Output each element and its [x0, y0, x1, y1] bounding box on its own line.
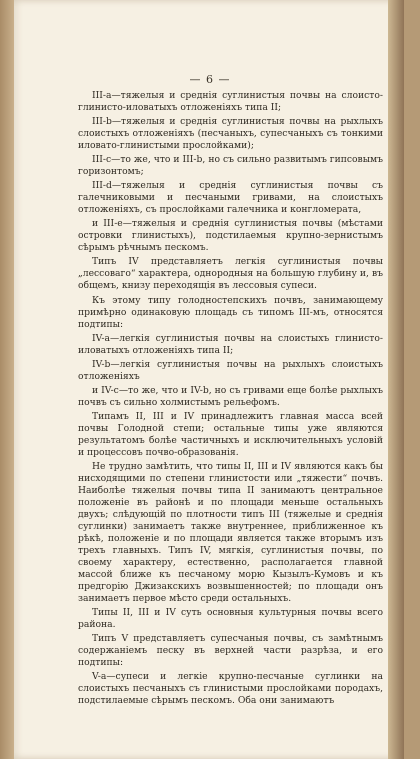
paragraph-iii-e: и III-e—тяжелыя и среднія суглинистыя почвы (мѣстами островки глинистыхъ), подстилаемыя крупно-зернистымъ сѣрымъ рѣчнымъ пескомъ. — [78, 218, 383, 254]
paragraph-main-types: Типамъ II, III и IV принадлежитъ главная масса всей почвы Голодной степи; остальные типы уже являются результатомъ болѣе частичныхъ и исключительныхъ условій и процессовъ почво-образованія. — [78, 410, 383, 458]
paragraph-iv-c: и IV-c—то же, что и IV-b, но съ гривами еще болѣе рыхлыхъ почвъ съ сильно холмистымъ рельефомъ. — [78, 384, 383, 408]
paragraph-iii-b: III-b—тяжелыя и среднія суглинистыя почвы на рыхлыхъ слоистыхъ отложеніяхъ (песчаныхъ, супесчаныхъ съ тонкими иловато-глинистыми прослойками); — [78, 116, 383, 152]
paragraph-iv-a: IV-a—легкія суглинистыя почвы на слоистыхъ глинисто-иловатыхъ отложеніяхъ типа II; — [78, 332, 383, 356]
binding-edge — [0, 0, 14, 759]
body-text — [78, 90, 383, 709]
page-number: — 6 — — [189, 73, 231, 86]
paragraph-type-iv-subtypes: Къ этому типу голодностепскихъ почвъ, занимающему примѣрно одинаковую площадь съ типомъ III-мъ, относятся подтипы: — [78, 294, 383, 330]
paragraph-type-v: Типъ V представляетъ супесчаныя почвы, съ замѣтнымъ содержаніемъ песку въ верхней части разрѣза, и его подтипы: — [78, 633, 383, 669]
paragraph-iii-d: III-d—тяжелыя и среднія суглинистыя почвы съ галечниковыми и песчаными гривами, на слоистыхъ отложеніяхъ, съ прослойками галечника и конгломерата, — [78, 180, 383, 216]
paragraph-iii-c: III-c—то же, что и III-b, но съ сильно развитымъ гипсовымъ горизонтомъ; — [78, 154, 383, 178]
paragraph-culture-soils: Типы II, III и IV суть основныя культурныя почвы всего района. — [78, 607, 383, 631]
paragraph-type-iv: Типъ IV представляетъ легкія суглинистыя почвы „лессоваго“ характера, однородныя на большую глубину и, въ общемъ, книзу переходящія въ лессовыя супеси. — [78, 256, 383, 292]
paragraph-v-a: V-a—супеси и легкіе крупно-песчаные суглинки на слоистыхъ песчаныхъ съ глинистыми прослойками породахъ, подстилаемые сѣрымъ пескомъ. Оба они занимаютъ — [78, 671, 383, 707]
paragraph-comparison: Не трудно замѣтить, что типы II, III и IV являются какъ бы нисходящими по степени глинистости или „тяжести“ почвъ. Наиболѣе тяжелыя почвы типа II занимаютъ центральное положеніе въ районѣ и по площади меньше остальныхъ двухъ; слѣдующій по плотности типъ III (тяжелые и среднія суглинки) занимаетъ также внутреннее, приближенное къ рѣкѣ, положеніе и по площади является также вторымъ изъ трехъ главныхъ. Типъ IV, мягкія, суглинистыя почвы, по своему характеру, естественно, располагается главной массой ближе къ песчаному морю Кызылъ-Кумовъ и къ предгорію Джизакскихъ возвышенностей; по площади онъ занимаетъ первое мѣсто среди остальныхъ. — [78, 461, 383, 605]
paragraph-iii-a: III-a—тяжелыя и среднія суглинистыя почвы на слоисто-глинисто-иловатыхъ отложеніяхъ типа II; — [78, 90, 383, 113]
paragraph-iv-b: IV-b—легкія суглинистыя почвы на рыхлыхъ слоистыхъ отложеніяхъ — [78, 358, 383, 382]
page-gutter-shadow — [388, 0, 404, 759]
